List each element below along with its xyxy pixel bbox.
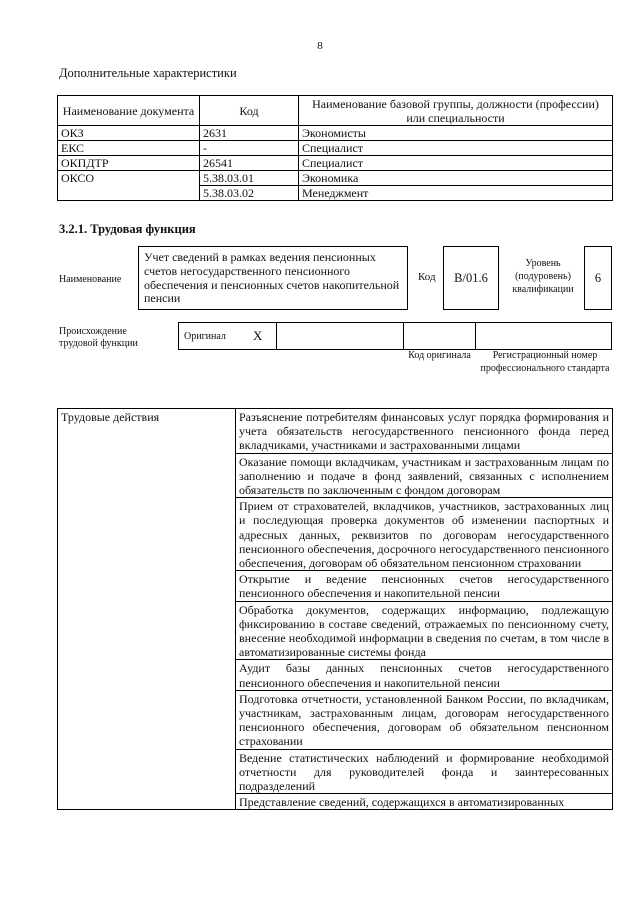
- level-value: 6: [594, 271, 602, 285]
- original-cell: [178, 322, 277, 350]
- table-row: [58, 126, 613, 141]
- action-item: Ведение статистических наблюдений и формирование необходимой отчетности для руководителей фонда и заинтересованных подразделений: [236, 749, 613, 794]
- action-item: Оказание помощи вкладчикам, участникам и застрахованным лицам по заполнению и подаче в фонд заявлений, связанных с исполнением обязательств по заключенным с фондом договорам: [236, 453, 613, 498]
- cell-doc: ЕКС: [58, 141, 200, 156]
- borrowed-cell: [276, 322, 404, 350]
- cell-code: -: [200, 141, 299, 156]
- original-mark: X: [253, 328, 263, 343]
- table-row: [58, 141, 613, 156]
- level-label: Уровень (подуровень) квалификации: [512, 258, 574, 295]
- actions-label: Трудовые действия: [58, 409, 236, 810]
- cell-doc: ОКПДТР: [58, 156, 200, 171]
- cell-doc: ОКЗ: [58, 126, 200, 141]
- function-code-box: [443, 246, 499, 310]
- table-row: [58, 409, 613, 454]
- name-label: Наименование: [59, 274, 122, 285]
- actions-table: [57, 408, 613, 810]
- table-header-row: [58, 96, 613, 126]
- code-label: Код: [418, 271, 436, 283]
- cell-code: 26541: [200, 156, 299, 171]
- action-item: Представление сведений, содержащихся в автоматизированных: [236, 794, 613, 810]
- cell-name: Менеджмент: [299, 186, 613, 201]
- cell-code: 5.38.03.02: [200, 186, 299, 201]
- cell-name: Специалист: [299, 141, 613, 156]
- reg-number-label: Регистрационный номер профессионального стандарта: [480, 350, 610, 374]
- origin-label: Происхождение трудовой функции: [59, 326, 138, 349]
- action-item: Аудит базы данных пенсионных счетов негосударственного пенсионного обеспечения и накопительной пенсии: [236, 660, 613, 690]
- reg-number-cell: [475, 322, 612, 350]
- code-original-label: Код оригинала: [408, 350, 471, 361]
- cell-name: Специалист: [299, 156, 613, 171]
- header-code: Код: [200, 96, 299, 126]
- cell-doc: ОКСО: [58, 171, 200, 201]
- page-number: 8: [317, 40, 323, 52]
- page-bottom-margin: [0, 860, 640, 905]
- cell-name: Экономика: [299, 171, 613, 186]
- characteristics-table: [57, 95, 613, 201]
- function-title: 3.2.1. Трудовая функция: [59, 222, 196, 236]
- cell-name: Экономисты: [299, 126, 613, 141]
- table-row: [58, 156, 613, 171]
- action-item: Разъяснение потребителям финансовых услуг порядка формирования и учета обязательств негосударственного пенсионного фонда перед вкладчиками, участниками и застрахованными лицами: [236, 409, 613, 454]
- cell-code: 5.38.03.01: [200, 171, 299, 186]
- code-original-cell: [403, 322, 476, 350]
- action-item: Обработка документов, содержащих информацию, подлежащую фиксированию в составе сведений, отражаемых по пенсионному счету, внесение необходимой информации в сведения по счетам, в том числе в автоматизированные системы фонда: [236, 601, 613, 660]
- section-title: Дополнительные характеристики: [59, 66, 237, 80]
- function-name-box: [138, 246, 408, 310]
- action-item: Подготовка отчетности, установленной Банком России, по вкладчикам, участникам, застрахованным лицам, договорам негосударственного пенсионного обеспечения, договорам об обязательном пенсионном страховании: [236, 690, 613, 749]
- function-name-text: Учет сведений в рамках ведения пенсионных счетов негосударственного пенсионного обеспечения и пенсионных счетов накопительной пенсии: [144, 250, 400, 306]
- action-item: Прием от страхователей, вкладчиков, участников, застрахованных лиц и последующая проверка документов об изменении паспортных и адресных данных, реквизитов по договорам негосударственного пенсионного обеспечения, досрочного негосударственного пенсионного обеспечения, договорам об обязательном пенсионном страховании: [236, 498, 613, 571]
- header-name: Наименование базовой группы, должности (профессии) или специальности: [299, 96, 613, 126]
- original-label: Оригинал: [184, 331, 226, 342]
- cell-code: 2631: [200, 126, 299, 141]
- table-row: [58, 171, 613, 186]
- level-box: [584, 246, 612, 310]
- function-code-value: B/01.6: [454, 271, 488, 285]
- action-item: Открытие и ведение пенсионных счетов негосударственного пенсионного обеспечения и накопительной пенсии: [236, 571, 613, 601]
- header-doc: Наименование документа: [58, 96, 200, 126]
